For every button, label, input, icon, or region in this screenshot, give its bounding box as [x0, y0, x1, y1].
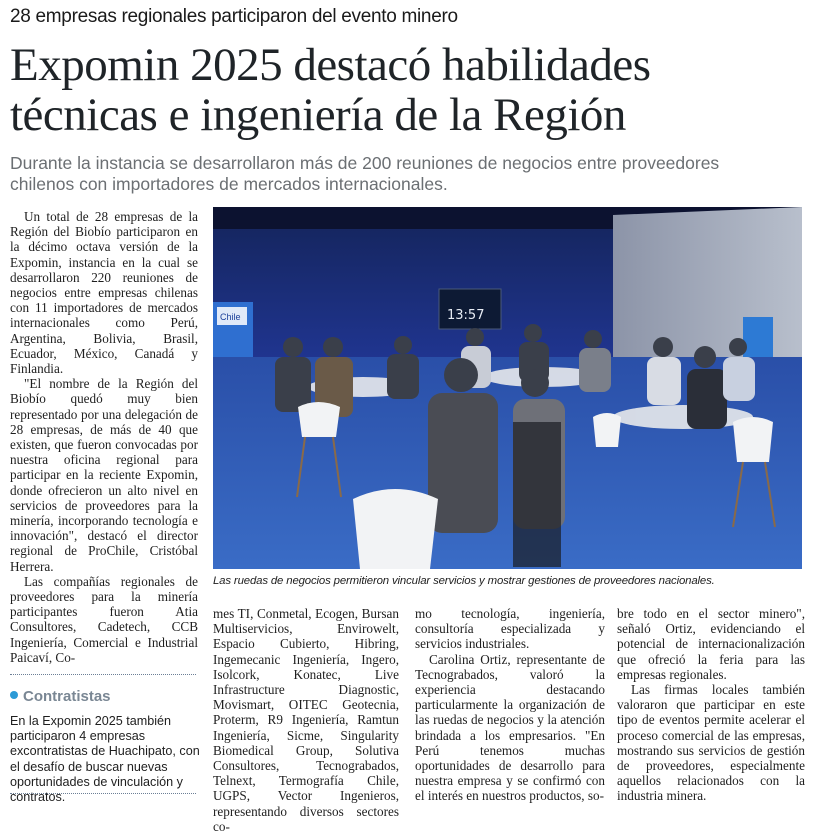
screen-clock: 13:57 [447, 308, 485, 323]
article-column-1 [10, 209, 198, 665]
sidebar-title-text: Contratistas [23, 688, 111, 705]
paragraph: Las compañías regionales de proveedores para la minería participantes fueron Atia Consultores, Cadetech, CCB Ingeniería, Comercial e Industrial Paicaví, Co- [10, 573, 198, 665]
headline [10, 40, 804, 140]
sidebar-bottom-divider [10, 793, 196, 794]
paragraph: "El nombre de la Región del Biobío quedó muy bien representado por una delegación de 28 empresas, de más de 40 que existen, que fueron convocadas por nuestra oficina regional para participar en la reciente Expomin, donde ofrecieron un alto nivel en servicios de proveedores para la minería, incorporando tecnología e innovación", destacó el director regional de ProChile, Cristóbal Herrera. [10, 376, 198, 574]
sidebar-body: En la Expomin 2025 también participaron 4 empresas excontratistas de Huachipato, con el desafío de buscar nuevas oportunidades de vinculación y contratos. [10, 714, 200, 805]
paragraph: Las firmas locales también valoraron que participar en este tipo de eventos permite acelerar el proceso comercial de las empresas, mostrando sus servicios de gestión de proveedores, especialmente aquellos relacionados con la industria minera. [617, 682, 805, 804]
event-photo [213, 207, 802, 569]
sidebar-title [10, 688, 200, 705]
article-column-4 [617, 606, 805, 804]
article-column-2 [213, 606, 399, 834]
headline-line-2: técnicas e ingeniería de la Región [10, 89, 626, 141]
deck [10, 153, 804, 195]
sidebar-top-divider [10, 674, 196, 675]
article-column-3 [415, 606, 605, 804]
bullet-icon [10, 691, 18, 699]
deck-line-1: Durante la instancia se desarrollaron más de 200 reuniones de negocios entre proveedores [10, 153, 720, 173]
deck-line-2: chilenos con importadores de mercados internacionales. [10, 174, 448, 194]
photo-caption: Las ruedas de negocios permitieron vincular servicios y mostrar gestiones de proveedores nacionales. [213, 575, 715, 587]
paragraph: Carolina Ortiz, representante de Tecnograbados, valoró la experiencia destacando particularmente la organización de las ruedas de negocios y la atención brindada a los empresarios. "En Perú tenemos muchas oportunidades de desarrollo para nuestra empresa y se confirmó con el interés en nuestros productos, so- [415, 651, 605, 804]
paragraph: bre todo en el sector minero", señaló Ortiz, evidenciando el potencial de internacionalización que ofreció la feria para las empresas regionales. [617, 606, 805, 682]
booth-label: Chile [220, 312, 241, 322]
kicker: 28 empresas regionales participaron del evento minero [10, 6, 458, 27]
paragraph: mes TI, Conmetal, Ecogen, Bursan Multiservicios, Envirowelt, Espacio Cubierto, Hibring, Ingemecanic Ingeniería, Ingero, Isolcork, Konatec, Live Infrastructure Diagnostic, Movismart, OITEC Geotecnia, Proterm, R9 Ingeniería, Ramtun Ingeniería, Sicme, Singularity Biomedical Group, Solutiva Consultores, Tecnograbados, Telnext, Termografía Chile, UGPS, Vector Ingenieros, representando diversos sectores co- [213, 606, 399, 834]
headline-line-1: Expomin 2025 destacó habilidades [10, 39, 651, 91]
photo-illustration [213, 207, 802, 569]
paragraph: mo tecnología, ingeniería, consultoría especializada y servicios industriales. [415, 606, 605, 652]
paragraph: Un total de 28 empresas de la Región del Biobío participaron en la décimo octava versión de la Expomin, instancia en la cual se desarrollaron 220 reuniones de negocios entre empresas chilenas con 11 importadores de mercados internacionales como Perú, Argentina, Bolivia, Brasil, Ecuador, México, Canadá y Finlandia. [10, 209, 198, 377]
